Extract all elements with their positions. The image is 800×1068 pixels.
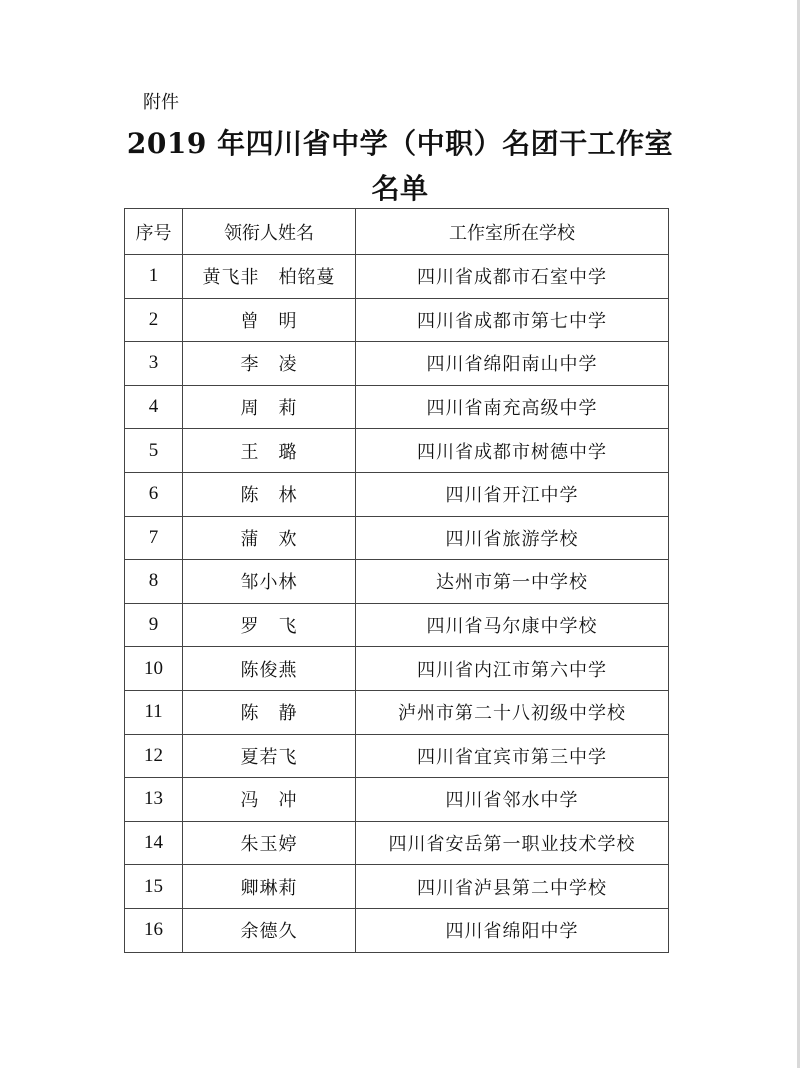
row-serial-number: 14 (125, 821, 183, 865)
row-lead-name: 罗 飞 (183, 603, 356, 647)
table-row (125, 342, 669, 386)
row-school: 四川省马尔康中学校 (356, 603, 669, 647)
table-row (125, 560, 669, 604)
table-row (125, 821, 669, 865)
table-row (125, 255, 669, 299)
row-school: 四川省安岳第一职业技术学校 (356, 821, 669, 865)
row-school: 达州市第一中学校 (356, 560, 669, 604)
row-lead-name: 周 莉 (183, 385, 356, 429)
table-row (125, 516, 669, 560)
row-school: 四川省开江中学 (356, 472, 669, 516)
row-school: 四川省成都市树德中学 (356, 429, 669, 473)
row-school: 四川省内江市第六中学 (356, 647, 669, 691)
row-lead-name: 冯 冲 (183, 778, 356, 822)
row-lead-name: 余德久 (183, 908, 356, 952)
row-school: 四川省成都市石室中学 (356, 255, 669, 299)
row-lead-name: 陈 静 (183, 690, 356, 734)
table-row (125, 908, 669, 952)
attachment-label: 附件 (143, 92, 179, 113)
table-row (125, 734, 669, 778)
row-school: 四川省南充高级中学 (356, 385, 669, 429)
header-school: 工作室所在学校 (356, 209, 669, 255)
table-row (125, 298, 669, 342)
table-row (125, 603, 669, 647)
row-serial-number: 13 (125, 778, 183, 822)
table-row (125, 778, 669, 822)
row-serial-number: 6 (125, 472, 183, 516)
document-title: 2019 年四川省中学（中职）名团干工作室 (126, 127, 674, 160)
row-lead-name: 王 璐 (183, 429, 356, 473)
document-title-continuation: 名单 (371, 172, 429, 205)
row-lead-name: 夏若飞 (183, 734, 356, 778)
header-serial-number: 序号 (125, 209, 183, 255)
table-row (125, 647, 669, 691)
row-school: 泸州市第二十八初级中学校 (356, 690, 669, 734)
table-row (125, 690, 669, 734)
row-school: 四川省绵阳南山中学 (356, 342, 669, 386)
row-school: 四川省泸县第二中学校 (356, 865, 669, 909)
table-row (125, 429, 669, 473)
row-lead-name: 蒲 欢 (183, 516, 356, 560)
row-serial-number: 3 (125, 342, 183, 386)
row-serial-number: 16 (125, 908, 183, 952)
row-school: 四川省绵阳中学 (356, 908, 669, 952)
header-lead-name: 领衔人姓名 (183, 209, 356, 255)
row-school: 四川省成都市第七中学 (356, 298, 669, 342)
row-lead-name: 卿琳莉 (183, 865, 356, 909)
row-school: 四川省宜宾市第三中学 (356, 734, 669, 778)
row-serial-number: 2 (125, 298, 183, 342)
row-serial-number: 12 (125, 734, 183, 778)
studio-list-table (124, 208, 669, 953)
row-serial-number: 4 (125, 385, 183, 429)
row-serial-number: 1 (125, 255, 183, 299)
row-school: 四川省旅游学校 (356, 516, 669, 560)
table-header-row (125, 209, 669, 255)
row-school: 四川省邻水中学 (356, 778, 669, 822)
row-lead-name: 邹小林 (183, 560, 356, 604)
row-lead-name: 李 凌 (183, 342, 356, 386)
row-lead-name: 陈俊燕 (183, 647, 356, 691)
row-serial-number: 7 (125, 516, 183, 560)
row-serial-number: 15 (125, 865, 183, 909)
row-lead-name: 黄飞非 柏铭蔓 (183, 255, 356, 299)
row-lead-name: 朱玉婷 (183, 821, 356, 865)
row-serial-number: 11 (125, 690, 183, 734)
table-row (125, 472, 669, 516)
row-serial-number: 5 (125, 429, 183, 473)
row-serial-number: 9 (125, 603, 183, 647)
table-row (125, 385, 669, 429)
row-serial-number: 10 (125, 647, 183, 691)
row-lead-name: 陈 林 (183, 472, 356, 516)
row-lead-name: 曾 明 (183, 298, 356, 342)
table-row (125, 865, 669, 909)
row-serial-number: 8 (125, 560, 183, 604)
